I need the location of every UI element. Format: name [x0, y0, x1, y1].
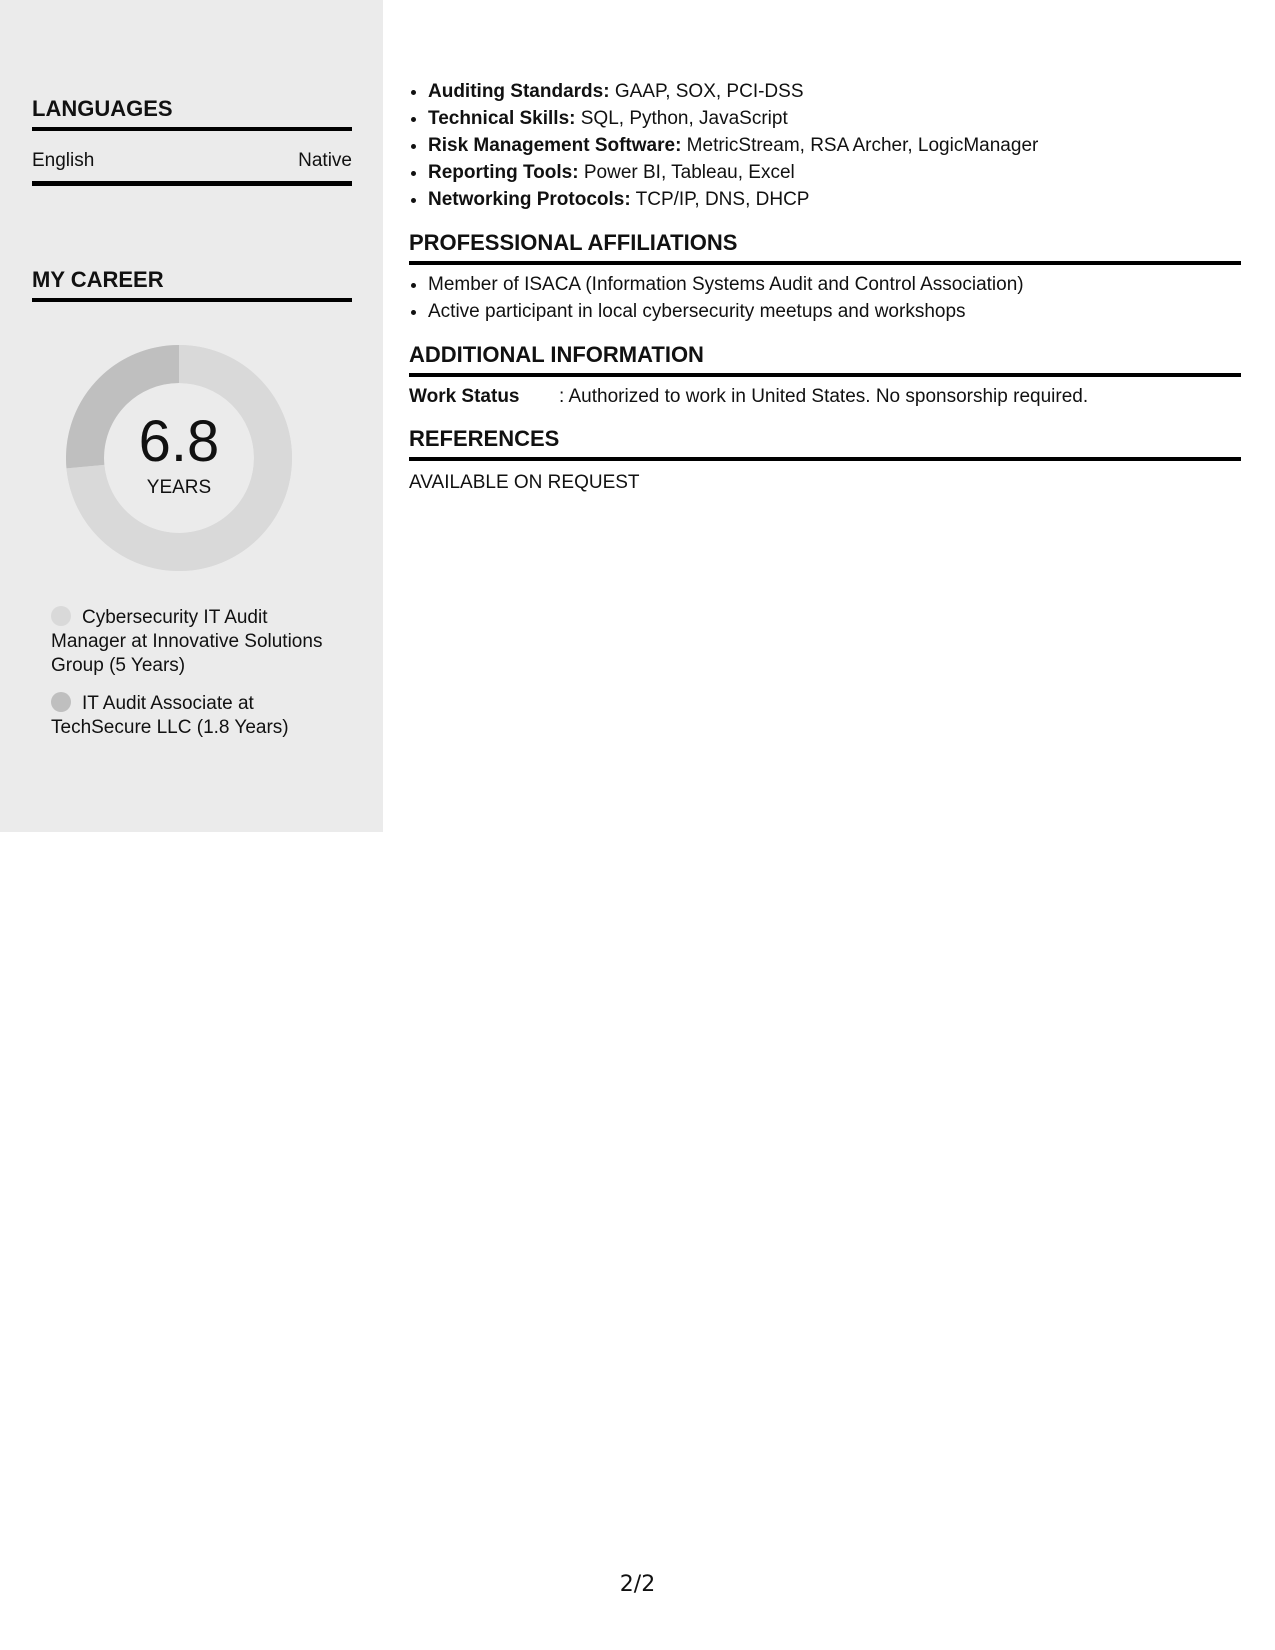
career-legend-item	[51, 692, 341, 740]
work-status-label: Work Status	[409, 386, 520, 407]
donut-center	[66, 345, 292, 571]
career-total-unit: YEARS	[146, 477, 212, 498]
skill-value: Power BI, Tableau, Excel	[578, 162, 795, 183]
additional-heading: ADDITIONAL INFORMATION	[409, 342, 1241, 377]
skill-item	[428, 78, 1241, 105]
language-name: English	[32, 150, 95, 171]
language-level: Native	[298, 150, 352, 171]
skill-label: Networking Protocols:	[428, 189, 631, 210]
skill-item	[428, 186, 1241, 213]
legend-dot-icon	[51, 606, 71, 626]
additional-section	[409, 342, 1241, 409]
skill-label: Technical Skills:	[428, 108, 576, 129]
legend-dot-icon	[51, 692, 71, 712]
skill-label: Reporting Tools:	[428, 162, 579, 183]
affiliation-item: • Active participant in local cybersecurity meetups and workshops	[428, 298, 1241, 325]
languages-heading: LANGUAGES	[32, 96, 352, 131]
skill-value: SQL, Python, JavaScript	[575, 108, 788, 129]
skill-item	[428, 159, 1241, 186]
references-text: AVAILABLE ON REQUEST	[409, 472, 640, 493]
skill-label: Risk Management Software:	[428, 135, 682, 156]
sidebar	[0, 0, 383, 832]
references-section	[409, 426, 1241, 495]
work-status-value: : Authorized to work in United States. No sponsorship required.	[559, 386, 1089, 407]
skill-value: GAAP, SOX, PCI-DSS	[609, 81, 804, 102]
career-legend-item	[51, 606, 341, 678]
career-section	[32, 267, 352, 302]
skill-label: Auditing Standards:	[428, 81, 610, 102]
skill-item	[428, 105, 1241, 132]
career-donut-chart	[66, 345, 292, 571]
career-entry-label: IT Audit Associate at TechSecure LLC (1.8 Years)	[51, 693, 289, 738]
main-content	[409, 78, 1241, 495]
career-heading: MY CAREER	[32, 267, 352, 302]
affiliation-item: • Member of ISACA (Information Systems Audit and Control Association)	[428, 271, 1241, 298]
career-legend	[51, 606, 341, 754]
skills-list	[409, 78, 1241, 213]
affiliations-list	[409, 271, 1241, 325]
affiliations-heading: PROFESSIONAL AFFILIATIONS	[409, 230, 1241, 265]
references-heading: REFERENCES	[409, 426, 1241, 461]
skill-value: MetricStream, RSA Archer, LogicManager	[681, 135, 1039, 156]
page-number: 2/2	[619, 1572, 656, 1597]
languages-section	[32, 96, 352, 186]
career-entry-label: Cybersecurity IT Audit Manager at Innovative Solutions Group (5 Years)	[51, 607, 323, 676]
skill-value: TCP/IP, DNS, DHCP	[630, 189, 810, 210]
skill-item	[428, 132, 1241, 159]
career-total-years: 6.8	[138, 409, 220, 474]
language-row	[32, 149, 352, 186]
work-status-row	[409, 385, 1241, 409]
affiliations-section	[409, 230, 1241, 325]
